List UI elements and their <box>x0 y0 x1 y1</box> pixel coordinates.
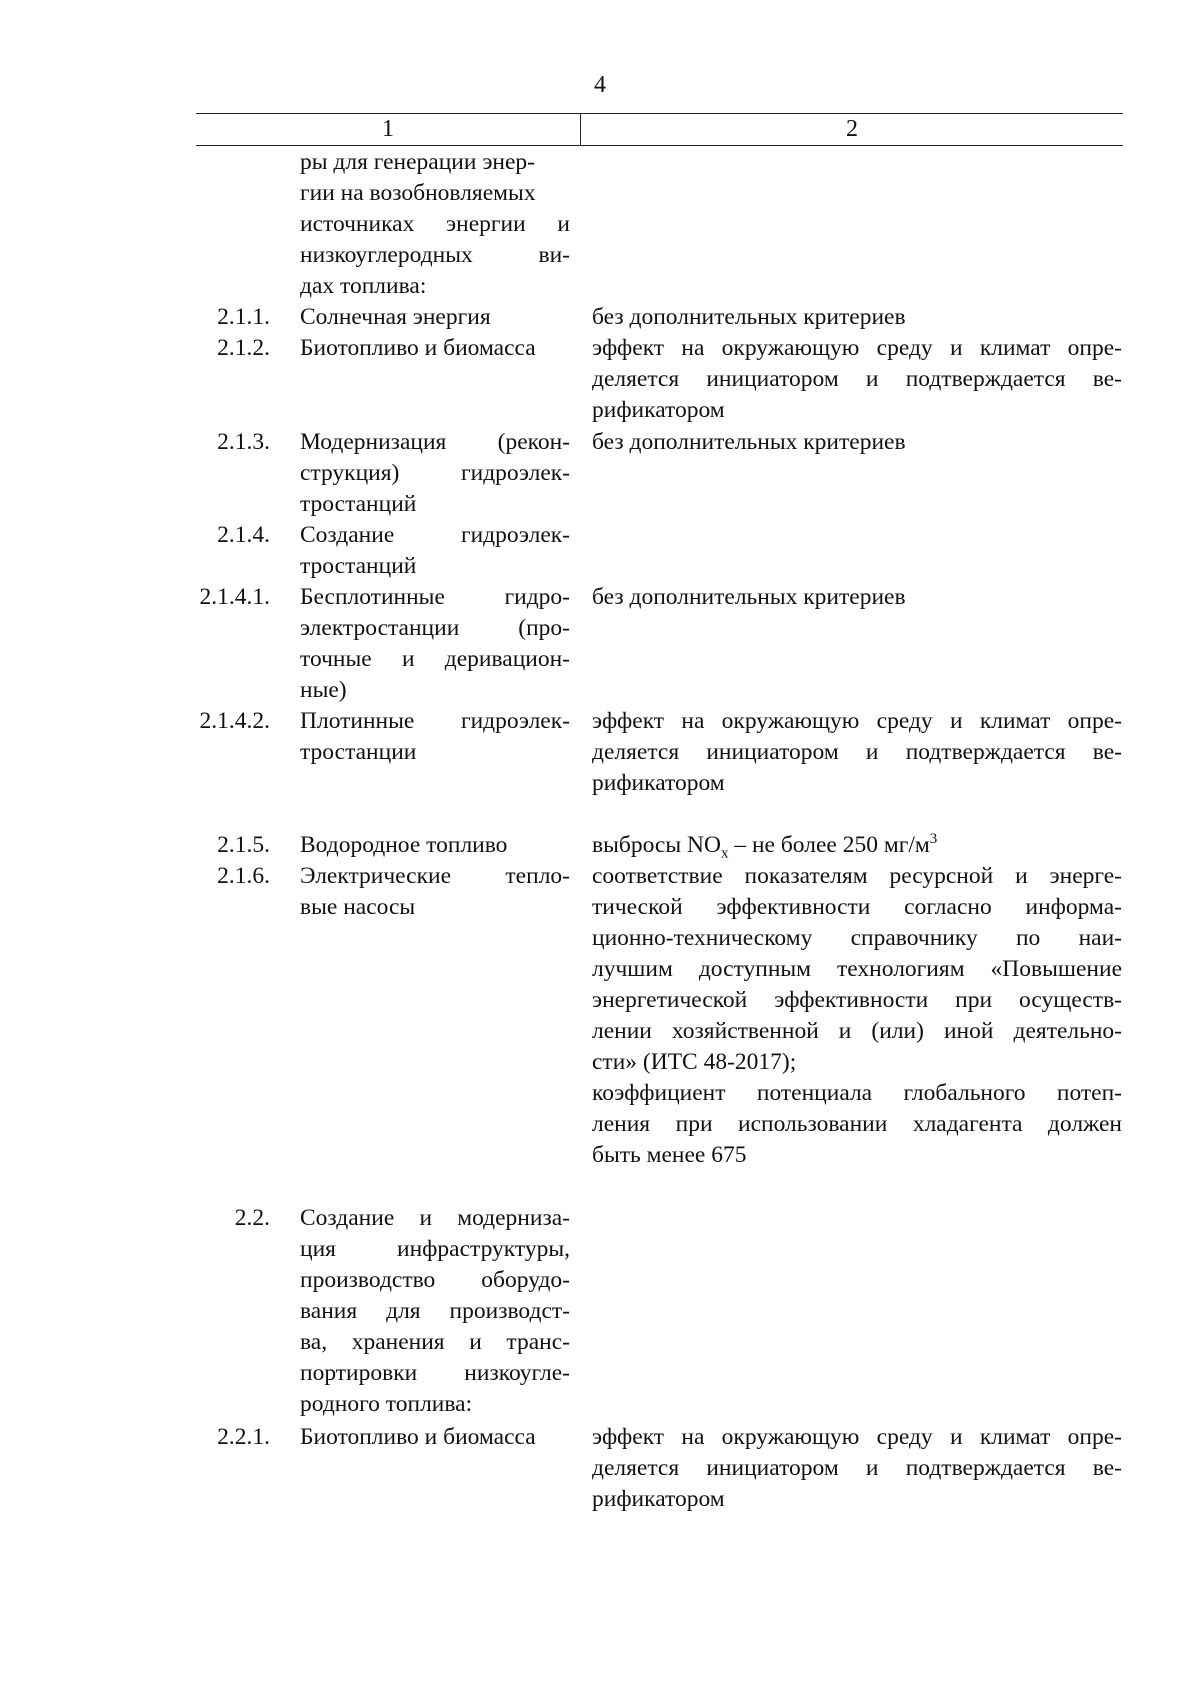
text-line: портировки низкоугле- <box>300 1360 570 1386</box>
table-header-col-2: 2 <box>846 116 858 142</box>
text-line: ры для генерации энер- <box>300 149 535 175</box>
row-3-description <box>300 427 570 520</box>
row-6-description <box>300 706 570 768</box>
text-line: лении хозяйственной и (или) иной деятельно- <box>592 1018 1122 1044</box>
text-line: эффект на окружающую среду и климат опре- <box>592 335 1122 361</box>
text-line: Биотопливо и биомасса <box>300 335 536 361</box>
text-line: ные) <box>300 677 347 703</box>
row-2-number: 2.1.2. <box>217 335 270 361</box>
text-line: Модернизация (рекон- <box>300 429 570 455</box>
text-line: коэффициент потенциала глобального потеп- <box>592 1080 1122 1106</box>
subscript-x: x <box>720 845 729 862</box>
text-line: рификатором <box>592 770 725 796</box>
row-9-description <box>300 1203 570 1420</box>
text-line: эффект на окружающую среду и климат опре- <box>592 1424 1122 1450</box>
text-line: Создание и модерниза- <box>300 1205 570 1231</box>
text-line: эффект на окружающую среду и климат опре- <box>592 708 1122 734</box>
row-8-number: 2.1.6. <box>217 863 270 889</box>
text-line: тростанции <box>300 739 417 765</box>
row-1-description <box>300 302 570 333</box>
text-line: без дополнительных критериев <box>592 429 906 455</box>
text-line: струкция) гидроэлек- <box>300 460 570 486</box>
text-line: Создание гидроэлек- <box>300 522 570 548</box>
row-7-description <box>300 830 570 861</box>
text-line: родного топлива: <box>300 1391 473 1417</box>
row-6-criteria <box>592 706 1122 799</box>
text-line: дах топлива: <box>300 273 427 299</box>
row-10-number: 2.2.1. <box>217 1424 270 1450</box>
row-10-description <box>300 1422 570 1453</box>
text-line <box>592 830 1122 861</box>
page-number: 4 <box>594 72 606 98</box>
text-line: точные и деривацион- <box>300 646 570 672</box>
text-line: рификатором <box>592 397 725 423</box>
row-5-number: 2.1.4.1. <box>199 584 270 610</box>
table-header-row <box>196 113 1123 146</box>
text-line: деляется инициатором и подтверждается ве- <box>592 366 1122 392</box>
row-3-number: 2.1.3. <box>217 429 270 455</box>
text-line: ления при использовании хладагента должен <box>592 1111 1122 1137</box>
text-line: электростанции (про- <box>300 615 570 641</box>
text-line: рификатором <box>592 1486 725 1512</box>
text-line: без дополнительных критериев <box>592 304 906 330</box>
text-line: соответствие показателям ресурсной и энерге- <box>592 863 1122 889</box>
superscript-3: 3 <box>929 831 938 848</box>
row-9-number: 2.2. <box>234 1205 270 1231</box>
text-line: гии на возобновляемых <box>300 180 536 206</box>
text-line: Водородное топливо <box>300 832 508 858</box>
text-line: вания для производст- <box>300 1298 570 1324</box>
text-line: низкоуглеродных ви- <box>300 242 570 268</box>
text-line: без дополнительных критериев <box>592 584 906 610</box>
text-line: энергетической эффективности при осуществ- <box>592 987 1122 1013</box>
table-header-col-1: 1 <box>196 114 581 145</box>
text-line: сти» (ИТС 48-2017); <box>592 1049 797 1075</box>
emission-limit-text: – не более 250 мг/м <box>728 832 930 858</box>
text-line: ционно-техническому справочнику по наи- <box>592 925 1122 951</box>
text-line: лучшим доступным технологиям «Повышение <box>592 956 1122 982</box>
row-1-number: 2.1.1. <box>217 304 270 330</box>
text-line: деляется инициатором и подтверждается ве- <box>592 1455 1122 1481</box>
text-line: Плотинные гидроэлек- <box>300 708 570 734</box>
row-4-description <box>300 520 570 582</box>
text-line: тростанций <box>300 491 417 517</box>
row-7-criteria <box>592 830 1122 861</box>
text-line: источниках энергии и <box>300 211 570 237</box>
row-3-criteria <box>592 427 1122 458</box>
text-line: Биотопливо и биомасса <box>300 1424 536 1450</box>
row-8-criteria <box>592 861 1122 1171</box>
text-line: быть менее 675 <box>592 1142 747 1168</box>
row-5-criteria <box>592 582 1122 613</box>
row-4-number: 2.1.4. <box>217 522 270 548</box>
row-7-number: 2.1.5. <box>217 832 270 858</box>
emission-text: выбросы NO <box>592 832 721 858</box>
text-line: Бесплотинные гидро- <box>300 584 570 610</box>
text-line: Электрические тепло- <box>300 863 570 889</box>
text-line: тической эффективности согласно информа- <box>592 894 1122 920</box>
text-line: ва, хранения и транс- <box>300 1329 570 1355</box>
row-1-criteria <box>592 302 1122 333</box>
row-2-criteria <box>592 333 1122 426</box>
text-line: деляется инициатором и подтверждается ве- <box>592 739 1122 765</box>
text-line: вые насосы <box>300 894 416 920</box>
text-line: ция инфраструктуры, <box>300 1236 570 1262</box>
row-5-description <box>300 582 570 706</box>
row-6-number: 2.1.4.2. <box>199 708 270 734</box>
text-line: Солнечная энергия <box>300 304 491 330</box>
text-line: производство оборудо- <box>300 1267 570 1293</box>
text-line: тростанций <box>300 553 417 579</box>
row-2-description <box>300 333 570 364</box>
row-0-description <box>300 147 570 302</box>
row-8-description <box>300 861 570 923</box>
row-10-criteria <box>592 1422 1122 1515</box>
